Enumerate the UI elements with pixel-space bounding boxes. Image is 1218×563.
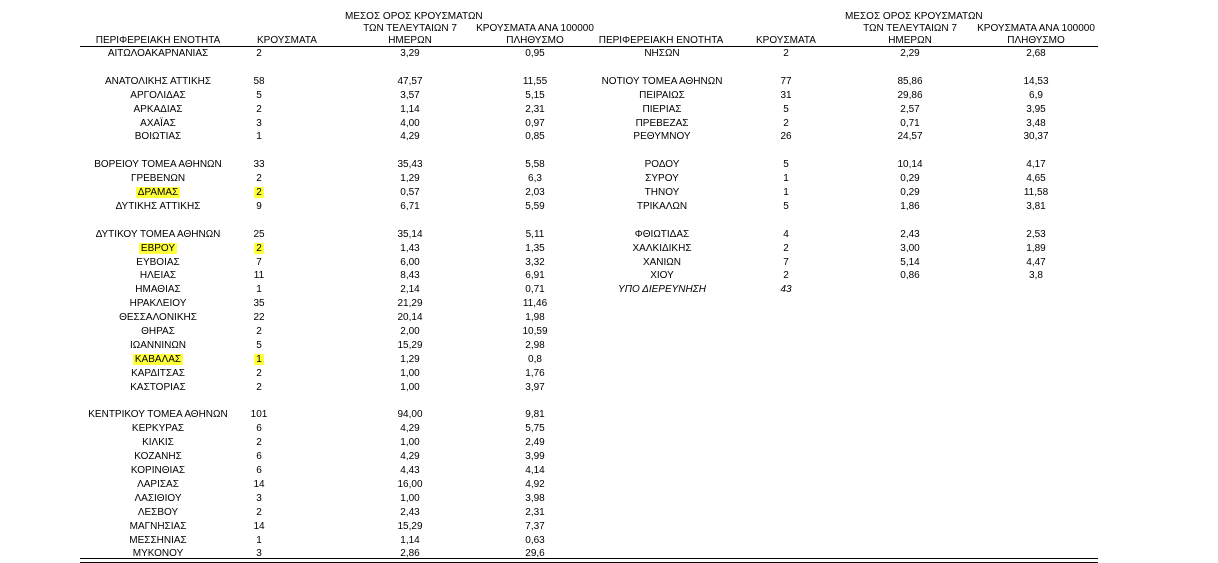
seven-day-average-cell: 2,57 (900, 104, 920, 115)
cases-cell: 31 (780, 90, 792, 101)
cases-cell: 7 (256, 257, 262, 268)
cases-per-100k-cell: 3,81 (1026, 201, 1046, 212)
region-name-cell: ΤΗΝΟΥ (644, 187, 680, 198)
region-name-cell: ΧΑΝΙΩΝ (642, 257, 682, 268)
region-name-cell: ΗΜΑΘΙΑΣ (135, 284, 181, 295)
cases-cell: 9 (256, 201, 262, 212)
cases-cell: 2 (256, 104, 262, 115)
seven-day-average-cell: 1,29 (400, 354, 420, 365)
region-name-cell: ΑΡΓΟΛΙΔΑΣ (130, 90, 186, 101)
region-name-cell: ΜΥΚΟΝΟΥ (132, 548, 184, 559)
region-name-cell: ΠΙΕΡΙΑΣ (642, 104, 682, 115)
seven-day-average-cell: 15,29 (397, 340, 423, 351)
table-row (0, 186, 1218, 200)
left-header-per100k: ΚΡΟΥΣΜΑΤΑ ΑΝΑ 100000 ΠΛΗΘΥΣΜΟ (476, 23, 594, 46)
cases-cell: 14 (253, 521, 265, 532)
region-name-cell: ΚΕΝΤΡΙΚΟΥ ΤΟΜΕΑ ΑΘΗΝΩΝ (88, 409, 228, 420)
seven-day-average-cell: 1,43 (400, 243, 420, 254)
seven-day-average-cell: 8,43 (400, 270, 420, 281)
table-row (0, 381, 1218, 395)
seven-day-average-cell: 0,86 (900, 270, 920, 281)
region-name-cell: ΔΡΑΜΑΣ (137, 187, 179, 198)
cases-cell: 101 (250, 409, 268, 420)
region-name-cell: ΣΥΡΟΥ (645, 173, 679, 184)
table-row (0, 339, 1218, 353)
cases-cell: 2 (256, 507, 262, 518)
cases-cell: 58 (253, 76, 265, 87)
left-header-avg: ΜΕΣΟΣ ΟΡΟΣ ΚΡΟΥΣΜΑΤΩΝ ΤΩΝ ΤΕΛΕΥΤΑΙΩΝ 7 ΗΜΕΡΩΝ (345, 11, 483, 46)
table-row (0, 242, 1218, 256)
region-name-cell: ΧΑΛΚΙΔΙΚΗΣ (632, 243, 692, 254)
table-row (0, 200, 1218, 214)
cases-per-100k-cell: 11,58 (1023, 187, 1049, 198)
cases-cell: 2 (783, 48, 789, 59)
cases-per-100k-cell: 2,31 (525, 507, 545, 518)
cases-per-100k-cell: 5,75 (525, 423, 545, 434)
cases-cell: 1 (783, 187, 789, 198)
seven-day-average-cell: 24,57 (897, 131, 923, 142)
region-name-cell: ΚΑΣΤΟΡΙΑΣ (130, 382, 186, 393)
region-name-cell: ΘΗΡΑΣ (141, 326, 175, 337)
right-header-cases: ΚΡΟΥΣΜΑΤΑ (756, 35, 816, 46)
cases-per-100k-cell: 11,55 (522, 76, 548, 87)
region-name-cell: ΚΑΒΑΛΑΣ (134, 354, 182, 365)
cases-per-100k-cell: 9,81 (525, 409, 545, 420)
table-row (0, 408, 1218, 422)
cases-per-100k-cell: 1,89 (1026, 243, 1046, 254)
cases-cell: 43 (780, 284, 792, 295)
cases-cell: 11 (253, 270, 265, 281)
table-row (0, 311, 1218, 325)
region-name-cell: ΜΕΣΣΗΝΙΑΣ (129, 535, 187, 546)
region-name-cell: ΡΟΔΟΥ (644, 159, 680, 170)
seven-day-average-cell: 1,86 (900, 201, 920, 212)
seven-day-average-cell: 1,00 (400, 368, 420, 379)
seven-day-average-cell: 4,29 (400, 451, 420, 462)
region-name-cell: ΗΡΑΚΛΕΙΟΥ (129, 298, 187, 309)
region-name-cell: ΑΙΤΩΛΟΑΚΑΡΝΑΝΙΑΣ (107, 48, 209, 59)
seven-day-average-cell: 29,86 (897, 90, 923, 101)
table-row (0, 89, 1218, 103)
seven-day-average-cell: 47,57 (397, 76, 423, 87)
cases-per-100k-cell: 30,37 (1023, 131, 1049, 142)
cases-per-100k-cell: 2,03 (525, 187, 545, 198)
cases-per-100k-cell: 0,63 (525, 535, 545, 546)
cases-cell: 4 (783, 229, 789, 240)
table-row (0, 492, 1218, 506)
cases-per-100k-cell: 3,8 (1029, 270, 1043, 281)
table-row (0, 353, 1218, 367)
table-row (0, 436, 1218, 450)
seven-day-average-cell: 4,29 (400, 423, 420, 434)
cases-per-100k-cell: 3,99 (525, 451, 545, 462)
seven-day-average-cell: 4,29 (400, 131, 420, 142)
cases-cell: 6 (256, 423, 262, 434)
cases-per-100k-cell: 14,53 (1023, 76, 1049, 87)
seven-day-average-cell: 35,43 (397, 159, 423, 170)
cases-cell: 2 (256, 187, 262, 198)
cases-cell: 3 (256, 548, 262, 559)
region-name-cell: ΜΑΓΝΗΣΙΑΣ (129, 521, 187, 532)
region-name-cell: ΚΑΡΔΙΤΣΑΣ (131, 368, 185, 379)
table-row (0, 75, 1218, 89)
region-name-cell: ΦΘΙΩΤΙΔΑΣ (634, 229, 690, 240)
right-header-avg: ΜΕΣΟΣ ΟΡΟΣ ΚΡΟΥΣΜΑΤΩΝ ΤΩΝ ΤΕΛΕΥΤΑΙΩΝ 7 ΗΜΕΡΩΝ (845, 11, 983, 46)
seven-day-average-cell: 85,86 (897, 76, 923, 87)
region-name-cell: ΑΝΑΤΟΛΙΚΗΣ ΑΤΤΙΚΗΣ (104, 76, 212, 87)
seven-day-average-cell: 6,00 (400, 257, 420, 268)
cases-per-100k-cell: 5,58 (525, 159, 545, 170)
table-row (0, 256, 1218, 270)
cases-per-100k-cell: 7,37 (525, 521, 545, 532)
cases-per-100k-cell: 10,59 (522, 326, 548, 337)
seven-day-average-cell: 35,14 (397, 229, 423, 240)
region-name-cell: ΠΡΕΒΕΖΑΣ (635, 118, 689, 129)
region-name-cell: ΔΥΤΙΚΗΣ ΑΤΤΙΚΗΣ (115, 201, 201, 212)
cases-cell: 1 (256, 535, 262, 546)
cases-cell: 2 (256, 48, 262, 59)
region-name-cell: ΒΟΡΕΙΟΥ ΤΟΜΕΑ ΑΘΗΝΩΝ (94, 159, 222, 170)
seven-day-average-cell: 94,00 (397, 409, 423, 420)
region-name-cell: ΑΧΑΪΑΣ (140, 118, 176, 129)
cases-per-100k-cell: 5,59 (525, 201, 545, 212)
cases-cell: 1 (256, 131, 262, 142)
region-name-cell: ΤΡΙΚΑΛΩΝ (636, 201, 688, 212)
cases-per-100k-cell: 4,17 (1026, 159, 1046, 170)
cases-per-100k-cell: 4,14 (525, 465, 545, 476)
footer-double-rule (80, 558, 1098, 563)
cases-cell: 35 (253, 298, 265, 309)
right-header-region: ΠΕΡΙΦΕΡΕΙΑΚΗ ΕΝΟΤΗΤΑ (598, 35, 724, 46)
seven-day-average-cell: 3,29 (400, 48, 420, 59)
region-name-cell: ΓΡΕΒΕΝΩΝ (130, 173, 186, 184)
region-name-cell: ΛΕΣΒΟΥ (137, 507, 179, 518)
table-row (0, 228, 1218, 242)
seven-day-average-cell: 16,00 (397, 479, 423, 490)
cases-cell: 6 (256, 451, 262, 462)
seven-day-average-cell: 21,29 (397, 298, 423, 309)
cases-per-100k-cell: 4,92 (525, 479, 545, 490)
cases-per-100k-cell: 3,97 (525, 382, 545, 393)
seven-day-average-cell: 3,00 (900, 243, 920, 254)
cases-cell: 2 (256, 382, 262, 393)
region-name-cell: ΕΥΒΟΙΑΣ (136, 257, 180, 268)
seven-day-average-cell: 2,43 (900, 229, 920, 240)
table-row (0, 478, 1218, 492)
table-row (0, 130, 1218, 144)
cases-per-100k-cell: 0,71 (525, 284, 545, 295)
cases-cell: 25 (253, 229, 265, 240)
table-row (0, 325, 1218, 339)
region-name-cell: ΚΟΡΙΝΘΙΑΣ (130, 465, 186, 476)
region-name-cell: ΡΕΘΥΜΝΟΥ (633, 131, 691, 142)
region-name-cell: ΝΗΣΩΝ (644, 48, 680, 59)
table-row (0, 158, 1218, 172)
region-name-cell: ΝΟΤΙΟΥ ΤΟΜΕΑ ΑΘΗΝΩΝ (601, 76, 723, 87)
seven-day-average-cell: 2,00 (400, 326, 420, 337)
cases-cell: 2 (256, 326, 262, 337)
table-row (0, 450, 1218, 464)
right-header-per100k: ΚΡΟΥΣΜΑΤΑ ΑΝΑ 100000 ΠΛΗΘΥΣΜΟ (977, 23, 1095, 46)
table-row (0, 172, 1218, 186)
cases-per-100k-cell: 1,35 (525, 243, 545, 254)
table-row (0, 283, 1218, 297)
region-name-cell: ΛΑΣΙΘΙΟΥ (134, 493, 182, 504)
table-row (0, 47, 1218, 61)
seven-day-average-cell: 4,00 (400, 118, 420, 129)
cases-cell: 2 (256, 173, 262, 184)
cases-per-100k-cell: 0,95 (525, 48, 545, 59)
seven-day-average-cell: 10,14 (897, 159, 923, 170)
cases-cell: 14 (253, 479, 265, 490)
seven-day-average-cell: 3,57 (400, 90, 420, 101)
region-name-cell: ΥΠΟ ΔΙΕΡΕΥΝΗΣΗ (618, 284, 706, 295)
seven-day-average-cell: 1,00 (400, 493, 420, 504)
seven-day-average-cell: 1,14 (400, 104, 420, 115)
table-row (0, 506, 1218, 520)
cases-per-100k-cell: 5,11 (525, 229, 545, 240)
table-row (0, 117, 1218, 131)
cases-per-100k-cell: 6,91 (525, 270, 545, 281)
table-row (0, 422, 1218, 436)
region-name-cell: ΙΩΑΝΝΙΝΩΝ (129, 340, 187, 351)
seven-day-average-cell: 2,86 (400, 548, 420, 559)
cases-cell: 5 (783, 104, 789, 115)
table-row (0, 103, 1218, 117)
seven-day-average-cell: 2,14 (400, 284, 420, 295)
cases-cell: 5 (256, 90, 262, 101)
region-name-cell: ΚΕΡΚΥΡΑΣ (131, 423, 185, 434)
cases-per-100k-cell: 0,85 (525, 131, 545, 142)
cases-cell: 5 (783, 201, 789, 212)
cases-cell: 2 (783, 118, 789, 129)
cases-cell: 5 (256, 340, 262, 351)
region-name-cell: ΗΛΕΙΑΣ (139, 270, 177, 281)
cases-cell: 2 (783, 243, 789, 254)
cases-per-100k-cell: 11,46 (522, 298, 548, 309)
cases-cell: 26 (780, 131, 792, 142)
seven-day-average-cell: 20,14 (397, 312, 423, 323)
cases-cell: 1 (256, 284, 262, 295)
seven-day-average-cell: 15,29 (397, 521, 423, 532)
cases-per-100k-cell: 6,3 (528, 173, 542, 184)
seven-day-average-cell: 2,43 (400, 507, 420, 518)
table-row (0, 534, 1218, 548)
cases-per-100k-cell: 5,15 (525, 90, 545, 101)
table-row (0, 269, 1218, 283)
cases-per-100k-cell: 0,8 (528, 354, 542, 365)
table-row (0, 297, 1218, 311)
seven-day-average-cell: 5,14 (900, 257, 920, 268)
region-name-cell: ΑΡΚΑΔΙΑΣ (133, 104, 183, 115)
region-name-cell: ΘΕΣΣΑΛΟΝΙΚΗΣ (119, 312, 197, 323)
cases-cell: 1 (256, 354, 262, 365)
seven-day-average-cell: 1,29 (400, 173, 420, 184)
left-header-region: ΠΕΡΙΦΕΡΕΙΑΚΗ ΕΝΟΤΗΤΑ (95, 35, 221, 46)
seven-day-average-cell: 1,00 (400, 382, 420, 393)
cases-cell: 6 (256, 465, 262, 476)
cases-per-100k-cell: 6,9 (1029, 90, 1043, 101)
seven-day-average-cell: 0,29 (900, 187, 920, 198)
region-name-cell: ΧΙΟΥ (650, 270, 674, 281)
region-name-cell: ΠΕΙΡΑΙΩΣ (639, 90, 685, 101)
table-row (0, 464, 1218, 478)
seven-day-average-cell: 4,43 (400, 465, 420, 476)
cases-per-100k-cell: 3,32 (525, 257, 545, 268)
region-name-cell: ΕΒΡΟΥ (140, 243, 176, 254)
cases-per-100k-cell: 2,49 (525, 437, 545, 448)
cases-per-100k-cell: 3,48 (1026, 118, 1046, 129)
cases-per-100k-cell: 1,76 (525, 368, 545, 379)
cases-per-100k-cell: 2,31 (525, 104, 545, 115)
cases-per-100k-cell: 0,97 (525, 118, 545, 129)
cases-per-100k-cell: 1,98 (525, 312, 545, 323)
cases-cell: 2 (256, 243, 262, 254)
cases-cell: 5 (783, 159, 789, 170)
region-name-cell: ΚΙΛΚΙΣ (142, 437, 174, 448)
cases-cell: 2 (256, 368, 262, 379)
cases-per-100k-cell: 29,6 (525, 548, 545, 559)
left-header-cases: ΚΡΟΥΣΜΑΤΑ (257, 35, 317, 46)
cases-per-100k-cell: 2,68 (1026, 48, 1046, 59)
cases-per-100k-cell: 2,98 (525, 340, 545, 351)
cases-cell: 33 (253, 159, 265, 170)
cases-per-100k-cell: 4,47 (1026, 257, 1046, 268)
seven-day-average-cell: 0,29 (900, 173, 920, 184)
cases-per-100k-cell: 3,95 (1026, 104, 1046, 115)
seven-day-average-cell: 6,71 (400, 201, 420, 212)
region-name-cell: ΚΟΖΑΝΗΣ (134, 451, 182, 462)
cases-per-100k-cell: 4,65 (1026, 173, 1046, 184)
seven-day-average-cell: 0,71 (900, 118, 920, 129)
cases-cell: 3 (256, 118, 262, 129)
cases-cell: 7 (783, 257, 789, 268)
table-row (0, 367, 1218, 381)
cases-cell: 22 (253, 312, 265, 323)
seven-day-average-cell: 1,00 (400, 437, 420, 448)
cases-cell: 2 (783, 270, 789, 281)
cases-cell: 77 (780, 76, 792, 87)
cases-per-100k-cell: 2,53 (1026, 229, 1046, 240)
cases-cell: 1 (783, 173, 789, 184)
seven-day-average-cell: 1,14 (400, 535, 420, 546)
region-name-cell: ΛΑΡΙΣΑΣ (137, 479, 179, 490)
cases-cell: 2 (256, 437, 262, 448)
cases-cell: 3 (256, 493, 262, 504)
region-name-cell: ΒΟΙΩΤΙΑΣ (134, 131, 182, 142)
seven-day-average-cell: 0,57 (400, 187, 420, 198)
region-name-cell: ΔΥΤΙΚΟΥ ΤΟΜΕΑ ΑΘΗΝΩΝ (95, 229, 221, 240)
table-row (0, 520, 1218, 534)
cases-per-100k-cell: 3,98 (525, 493, 545, 504)
seven-day-average-cell: 2,29 (900, 48, 920, 59)
